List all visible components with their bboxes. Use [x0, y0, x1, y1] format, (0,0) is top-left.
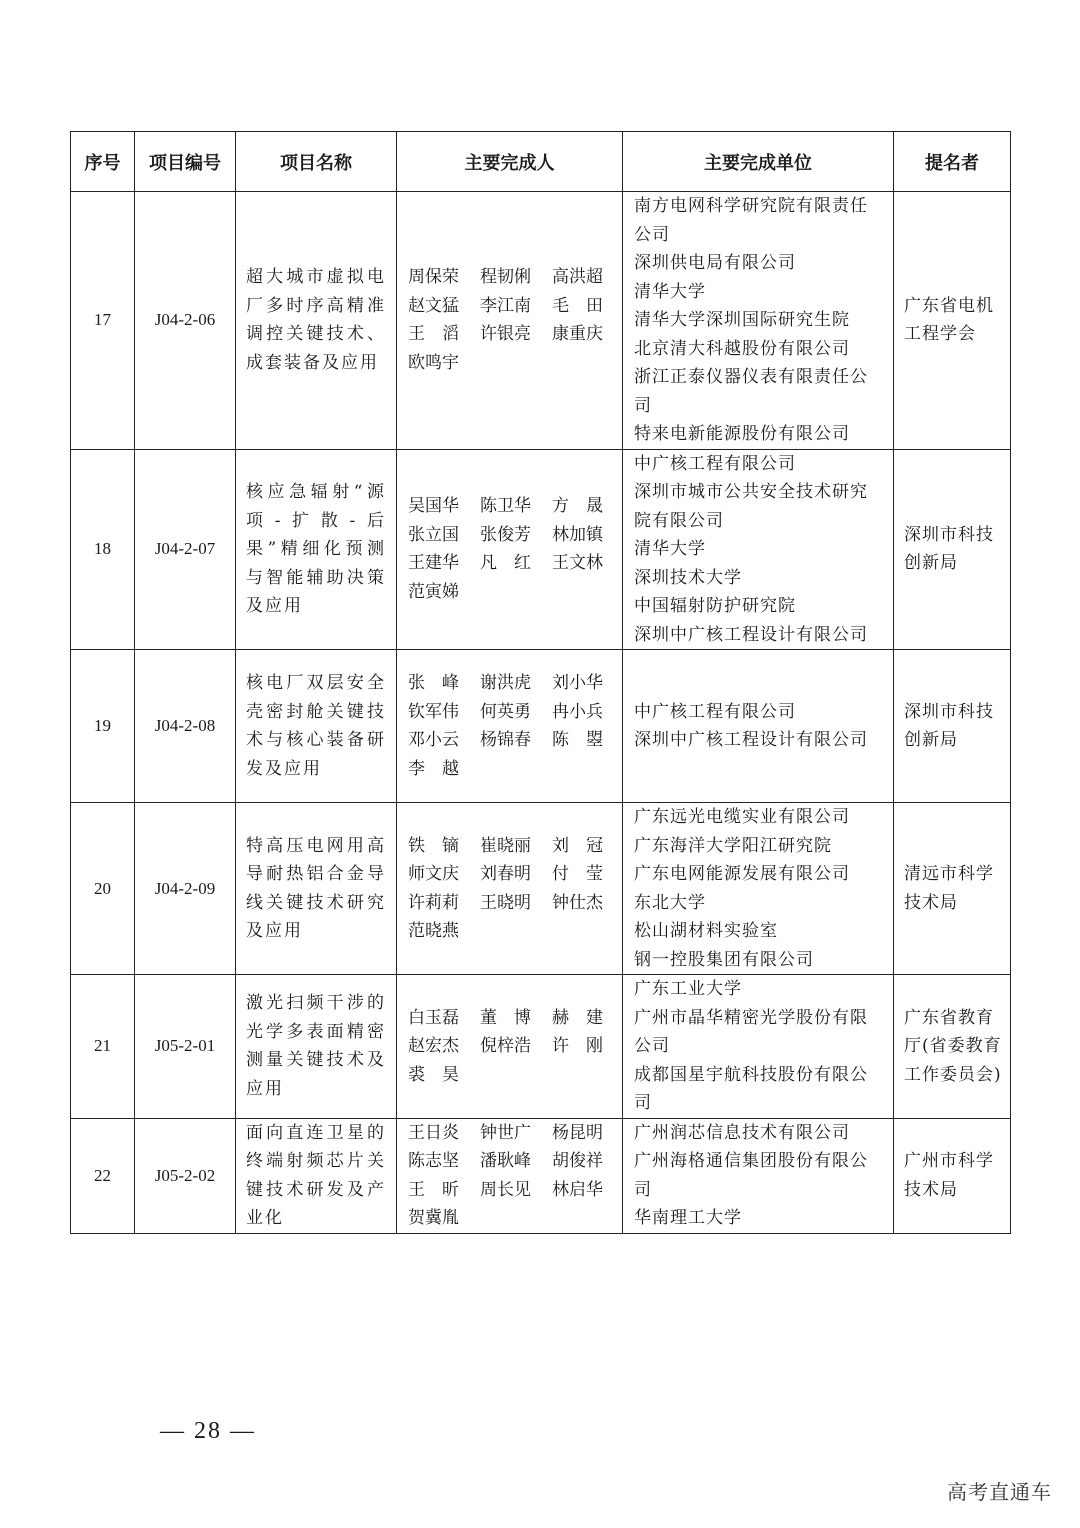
unit-name: 深圳供电局有限公司: [634, 253, 796, 273]
cell-seq: 17: [71, 192, 135, 450]
person-name: 王建华: [408, 553, 459, 574]
person-name: 许 刚: [552, 1036, 603, 1056]
person-name: 师文庆: [408, 864, 459, 884]
cell-people: [397, 1118, 623, 1233]
unit-name: 成都国星宇航科技股份有限公司: [634, 1064, 868, 1113]
unit-name: 深圳技术大学: [634, 567, 742, 588]
watermark: 高考直通车: [947, 1480, 1052, 1504]
people-line: [408, 578, 622, 607]
people-line: [408, 1204, 622, 1233]
person-name: 周长见: [480, 1179, 531, 1200]
people-line: [408, 521, 622, 550]
person-name: 董 博: [480, 1007, 531, 1028]
unit-name: 特来电新能源股份有限公司: [634, 424, 850, 444]
unit-name: 广东远光电缆实业有限公司: [634, 807, 850, 827]
unit-name: 中广核工程有限公司: [634, 453, 796, 474]
people-line: [408, 832, 622, 861]
person-name: 林启华: [552, 1179, 603, 1200]
person-name: 方 晟: [552, 496, 603, 517]
person-name: 赵文猛: [408, 295, 459, 316]
cell-units: [623, 975, 894, 1119]
people-line: [408, 698, 622, 727]
cell-project-name: [236, 650, 397, 803]
page-number: — 28 —: [160, 1418, 256, 1444]
person-name: 何英勇: [480, 701, 531, 722]
person-name: 吴国华: [408, 496, 459, 517]
people-line: [408, 1032, 622, 1061]
people-line: [408, 860, 622, 889]
unit-name: 松山湖材料实验室: [634, 921, 778, 941]
person-name: 欧鸣宇: [408, 352, 459, 373]
cell-seq: 18: [71, 449, 135, 650]
cell-code: J05-2-02: [135, 1118, 236, 1233]
person-name: 李江南: [480, 295, 531, 316]
table-row: [71, 650, 1011, 803]
cell-seq: 22: [71, 1118, 135, 1233]
person-name: 邓小云: [408, 730, 459, 750]
people-line: [408, 1119, 622, 1148]
cell-code: J04-2-07: [135, 449, 236, 650]
header-people: 主要完成人: [397, 132, 623, 192]
person-name: 陈 曌: [552, 730, 603, 750]
people-line: [408, 320, 622, 349]
person-name: 钟仕杰: [552, 892, 603, 913]
person-name: 张俊芳: [480, 524, 531, 545]
award-table: [70, 131, 1011, 1234]
person-name: 谢洪虎: [480, 673, 531, 693]
person-name: 贺冀胤: [408, 1208, 459, 1228]
unit-name: 中广核工程有限公司: [634, 701, 796, 722]
table-row: [71, 1118, 1011, 1233]
cell-units: [623, 192, 894, 450]
cell-code: J04-2-09: [135, 803, 236, 975]
person-name: 杨锦春: [480, 730, 531, 750]
person-name: 张立国: [408, 524, 459, 545]
person-name: 钦军伟: [408, 701, 459, 722]
project-name-text: 激光扫频干涉的光学多表面精密测量关键技术及应用: [246, 993, 386, 1099]
cell-project-name: [236, 192, 397, 450]
people-line: [408, 263, 622, 292]
header-name: 项目名称: [236, 132, 397, 192]
person-name: 倪梓浩: [480, 1036, 531, 1056]
unit-name: 广州海格通信集团股份有限公司: [634, 1151, 868, 1200]
cell-units: [623, 650, 894, 803]
person-name: 李 越: [408, 758, 459, 779]
cell-code: J04-2-08: [135, 650, 236, 803]
person-name: 付 莹: [552, 864, 603, 884]
cell-code: J05-2-01: [135, 975, 236, 1119]
people-line: [408, 1147, 622, 1176]
person-name: 范晓燕: [408, 921, 459, 941]
project-name-text: 超大城市虚拟电厂多时序高精准调控关键技术、成套装备及应用: [246, 267, 386, 373]
cell-units: [623, 803, 894, 975]
cell-nominator: 深圳市科技创新局: [894, 449, 1011, 650]
unit-name: 广东工业大学: [634, 979, 742, 999]
cell-people: [397, 975, 623, 1119]
person-name: 张 峰: [408, 673, 459, 693]
header-code: 项目编号: [135, 132, 236, 192]
person-name: 崔晓丽: [480, 835, 531, 856]
unit-name: 广东电网能源发展有限公司: [634, 864, 850, 884]
person-name: 刘春明: [480, 864, 531, 884]
unit-name: 清华大学深圳国际研究生院: [634, 310, 850, 330]
person-name: 凡 红: [480, 553, 531, 574]
person-name: 周保荣: [408, 267, 459, 288]
table-row: [71, 192, 1011, 450]
person-name: 陈志坚: [408, 1151, 459, 1171]
person-name: 林加镇: [552, 524, 603, 545]
people-line: [408, 549, 622, 578]
cell-nominator: 广东省教育厅(省委教育工作委员会): [894, 975, 1011, 1119]
cell-seq: 21: [71, 975, 135, 1119]
cell-project-name: [236, 1118, 397, 1233]
person-name: 程韧俐: [480, 267, 531, 288]
unit-name: 北京清大科越股份有限公司: [634, 338, 850, 359]
unit-name: 南方电网科学研究院有限责任公司: [634, 196, 868, 245]
person-name: 王 昕: [408, 1179, 459, 1200]
people-line: [408, 889, 622, 918]
person-name: 范寅娣: [408, 581, 459, 602]
cell-nominator: 广东省电机工程学会: [894, 192, 1011, 450]
person-name: 许莉莉: [408, 892, 459, 913]
person-name: 铁 镝: [408, 835, 459, 856]
unit-name: 浙江正泰仪器仪表有限责任公司: [634, 367, 868, 416]
unit-name: 广州市晶华精密光学股份有限公司: [634, 1007, 868, 1056]
person-name: 陈卫华: [480, 496, 531, 517]
person-name: 赫 建: [552, 1007, 603, 1028]
cell-nominator: 清远市科学技术局: [894, 803, 1011, 975]
cell-people: [397, 449, 623, 650]
cell-project-name: [236, 975, 397, 1119]
unit-name: 广东海洋大学阳江研究院: [634, 835, 832, 856]
cell-seq: 19: [71, 650, 135, 803]
header-nominator: 提名者: [894, 132, 1011, 192]
cell-code: J04-2-06: [135, 192, 236, 450]
cell-units: [623, 449, 894, 650]
people-line: [408, 669, 622, 698]
table-row: [71, 975, 1011, 1119]
cell-nominator: 广州市科学技术局: [894, 1118, 1011, 1233]
cell-people: [397, 192, 623, 450]
person-name: 潘耿峰: [480, 1151, 531, 1171]
person-name: 王 滔: [408, 324, 459, 345]
person-name: 王文林: [552, 553, 603, 574]
person-name: 毛 田: [552, 295, 603, 316]
header-seq: 序号: [71, 132, 135, 192]
unit-name: 钢一控股集团有限公司: [634, 949, 814, 970]
people-line: [408, 1061, 622, 1090]
people-line: [408, 292, 622, 321]
project-name-text: 面向直连卫星的终端射频芯片关键技术研发及产业化: [246, 1122, 386, 1228]
person-name: 许银亮: [480, 324, 531, 345]
project-name-text: 核应急辐射“源项-扩散-后果”精细化预测与智能辅助决策及应用: [246, 482, 386, 616]
person-name: 冉小兵: [552, 701, 603, 722]
person-name: 康重庆: [552, 324, 603, 345]
table-row: [71, 803, 1011, 975]
person-name: 王日炎: [408, 1122, 459, 1143]
people-line: [408, 1004, 622, 1033]
person-name: 刘小华: [552, 673, 603, 693]
cell-people: [397, 803, 623, 975]
people-line: [408, 755, 622, 784]
cell-seq: 20: [71, 803, 135, 975]
person-name: 钟世广: [480, 1122, 531, 1143]
unit-name: 深圳中广核工程设计有限公司: [634, 624, 868, 645]
cell-units: [623, 1118, 894, 1233]
table-row: [71, 449, 1011, 650]
unit-name: 深圳市城市公共安全技术研究院有限公司: [634, 482, 868, 531]
unit-name: 深圳中广核工程设计有限公司: [634, 730, 868, 750]
unit-name: 东北大学: [634, 892, 706, 913]
people-line: [408, 1176, 622, 1205]
person-name: 高洪超: [552, 267, 603, 288]
unit-name: 华南理工大学: [634, 1208, 742, 1228]
person-name: 刘 冠: [552, 835, 603, 856]
person-name: 赵宏杰: [408, 1036, 459, 1056]
person-name: 胡俊祥: [552, 1151, 603, 1171]
project-name-text: 核电厂双层安全壳密封舱关键技术与核心装备研发及应用: [246, 673, 386, 779]
project-name-text: 特高压电网用高导耐热铝合金导线关键技术研究及应用: [246, 835, 386, 941]
cell-project-name: [236, 449, 397, 650]
person-name: 王晓明: [480, 892, 531, 913]
people-line: [408, 349, 622, 378]
header-row: [71, 132, 1011, 192]
cell-people: [397, 650, 623, 803]
people-line: [408, 492, 622, 521]
person-name: 杨昆明: [552, 1122, 603, 1143]
cell-project-name: [236, 803, 397, 975]
header-units: 主要完成单位: [623, 132, 894, 192]
unit-name: 中国辐射防护研究院: [634, 596, 796, 616]
person-name: 裘 昊: [408, 1064, 459, 1085]
cell-nominator: 深圳市科技创新局: [894, 650, 1011, 803]
person-name: 白玉磊: [408, 1007, 459, 1028]
unit-name: 清华大学: [634, 539, 706, 559]
people-line: [408, 726, 622, 755]
people-line: [408, 917, 622, 946]
unit-name: 广州润芯信息技术有限公司: [634, 1122, 850, 1143]
unit-name: 清华大学: [634, 281, 706, 302]
